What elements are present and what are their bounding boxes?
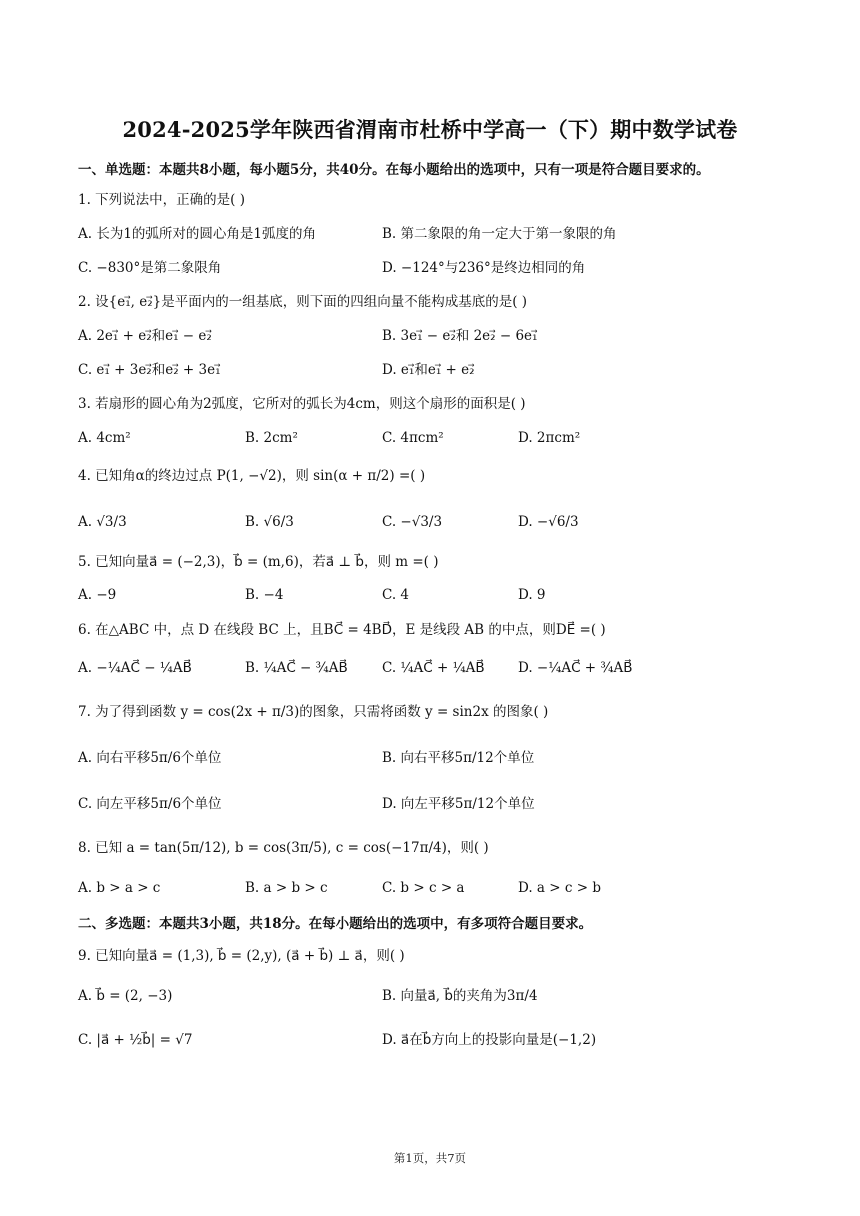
question-8-option-d: D. a > c > b bbox=[518, 880, 601, 896]
question-6-option-b: B. ¼AC⃗ − ¾AB⃗ bbox=[245, 660, 348, 676]
question-3-option-b: B. 2cm² bbox=[245, 430, 298, 446]
question-3-stem: 3. 若扇形的圆心角为2弧度，它所对的弧长为4cm，则这个扇形的面积是( ) bbox=[78, 396, 526, 412]
question-4-option-a: A. √3/3 bbox=[78, 514, 127, 530]
question-2-option-b: B. 3e₁⃗ − e₂⃗和 2e₂⃗ − 6e₁⃗ bbox=[382, 328, 538, 344]
question-9-stem: 9. 已知向量a⃗ = (1,3), b⃗ = (2,y), (a⃗ + b⃗) ⊥ a⃗，则( ) bbox=[78, 948, 405, 964]
question-8-option-a: A. b > a > c bbox=[78, 880, 161, 896]
question-6-stem: 6. 在△ABC 中，点 D 在线段 BC 上，且BC⃗ = 4BD⃗，E 是线段 AB 的中点，则DE⃗ =( ) bbox=[78, 622, 606, 638]
question-3-option-d: D. 2πcm² bbox=[518, 430, 581, 446]
question-1-stem: 1. 下列说法中，正确的是( ) bbox=[78, 192, 245, 208]
question-5-option-d: D. 9 bbox=[518, 587, 546, 603]
question-9-option-c: C. |a⃗ + ½b⃗| = √7 bbox=[78, 1032, 193, 1048]
question-9-option-b: B. 向量a⃗, b⃗的夹角为3π/4 bbox=[382, 988, 538, 1004]
question-9-option-d: D. a⃗在b⃗方向上的投影向量是(−1,2) bbox=[382, 1032, 597, 1048]
question-7-option-b: B. 向右平移5π/12个单位 bbox=[382, 750, 535, 766]
question-1-option-a: A. 长为1的弧所对的圆心角是1弧度的角 bbox=[78, 226, 317, 242]
question-7-option-d: D. 向左平移5π/12个单位 bbox=[382, 796, 535, 812]
question-6-option-c: C. ¼AC⃗ + ¼AB⃗ bbox=[382, 660, 485, 676]
question-6-option-d: D. −¼AC⃗ + ¾AB⃗ bbox=[518, 660, 633, 676]
question-1-option-b: B. 第二象限的角一定大于第一象限的角 bbox=[382, 226, 617, 242]
question-2-option-a: A. 2e₁⃗ + e₂⃗和e₁⃗ − e₂⃗ bbox=[78, 328, 212, 344]
exam-title: 2024-2025学年陕西省渭南市杜桥中学高一（下）期中数学试卷 bbox=[122, 117, 738, 142]
question-2-option-d: D. e₁⃗和e₁⃗ + e₂⃗ bbox=[382, 362, 475, 378]
question-7-stem: 7. 为了得到函数 y = cos(2x + π/3)的图象，只需将函数 y = sin2x 的图象( ) bbox=[78, 704, 549, 720]
question-7-option-a: A. 向右平移5π/6个单位 bbox=[78, 750, 222, 766]
question-4-stem: 4. 已知角α的终边过点 P(1, −√2)，则 sin(α + π/2) =( ) bbox=[78, 468, 426, 484]
question-3-option-a: A. 4cm² bbox=[78, 430, 131, 446]
page-footer: 第1页，共7页 bbox=[393, 1151, 467, 1165]
section-multi-choice-heading: 二、多选题：本题共3小题，共18分。在每小题给出的选项中，有多项符合题目要求。 bbox=[78, 916, 593, 932]
question-5-option-b: B. −4 bbox=[245, 587, 284, 603]
question-4-option-c: C. −√3/3 bbox=[382, 514, 443, 530]
question-5-stem: 5. 已知向量a⃗ = (−2,3)，b⃗ = (m,6)，若a⃗ ⊥ b⃗，则 m =( ) bbox=[78, 554, 439, 570]
question-8-option-b: B. a > b > c bbox=[245, 880, 328, 896]
question-1-option-d: D. −124°与236°是终边相同的角 bbox=[382, 260, 586, 276]
question-4-option-b: B. √6/3 bbox=[245, 514, 294, 530]
question-5-option-a: A. −9 bbox=[78, 587, 117, 603]
question-2-stem: 2. 设{e₁⃗, e₂⃗}是平面内的一组基底，则下面的四组向量不能构成基底的是( ) bbox=[78, 294, 528, 310]
question-1-option-c: C. −830°是第二象限角 bbox=[78, 260, 222, 276]
question-2-option-c: C. e₁⃗ + 3e₂⃗和e₂⃗ + 3e₁⃗ bbox=[78, 362, 221, 378]
question-8-option-c: C. b > c > a bbox=[382, 880, 465, 896]
question-7-option-c: C. 向左平移5π/6个单位 bbox=[78, 796, 222, 812]
question-8-stem: 8. 已知 a = tan(5π/12), b = cos(3π/5), c = cos(−17π/4)，则( ) bbox=[78, 840, 489, 856]
question-9-option-a: A. b⃗ = (2, −3) bbox=[78, 988, 173, 1004]
question-6-option-a: A. −¼AC⃗ − ¼AB⃗ bbox=[78, 660, 192, 676]
question-5-option-c: C. 4 bbox=[382, 587, 410, 603]
question-4-option-d: D. −√6/3 bbox=[518, 514, 579, 530]
question-3-option-c: C. 4πcm² bbox=[382, 430, 444, 446]
section-single-choice-heading: 一、单选题：本题共8小题，每小题5分，共40分。在每小题给出的选项中，只有一项是符合题目要求的。 bbox=[78, 162, 710, 178]
